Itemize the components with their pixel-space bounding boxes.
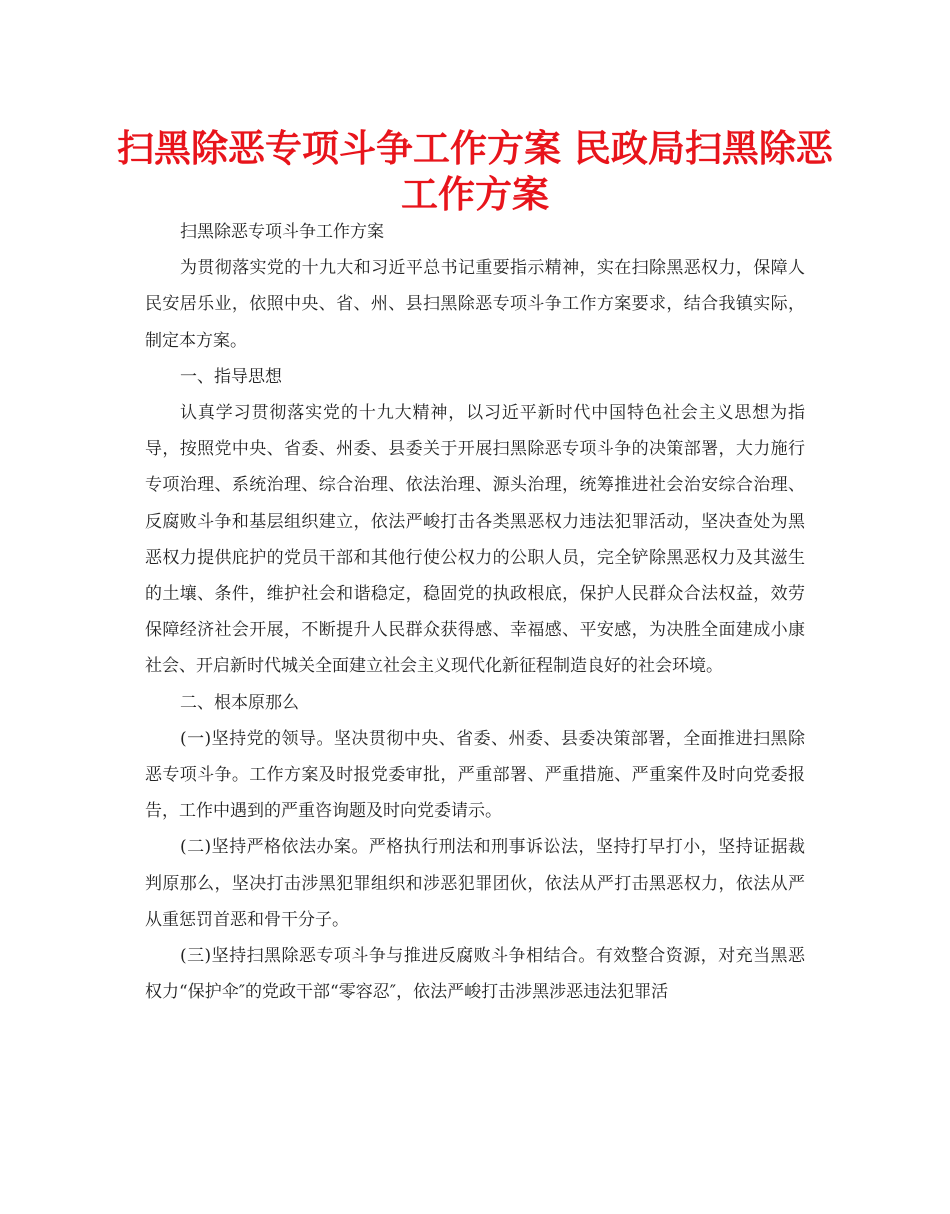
intro-paragraph: 为贯彻落实党的十九大和习近平总书记重要指示精神，实在扫除黑恶权力，保障人民安居乐业，依照中央、省、州、县扫黑除恶专项斗争工作方案要求，结合我镇实际，制定本方案。 [145, 258, 805, 351]
document-body [145, 214, 805, 1010]
document-title: 扫黑除恶专项斗争工作方案 民政局扫黑除恶工作方案 [117, 127, 833, 216]
guiding-thought-paragraph: 认真学习贯彻落实党的十九大精神，以习近平新时代中国特色社会主义思想为指导，按照党中央、省委、州委、县委关于开展扫黑除恶专项斗争的决策部署，大力施行专项治理、系统治理、综合治理、依法治理、源头治理，统筹推进社会治安综合治理、反腐败斗争和基层组织建立，依法严峻打击各类黑恶权力违法犯罪活动，坚决查处为黑恶权力提供庇护的党员干部和其他行使公权力的公职人员，完全铲除黑恶权力及其滋生的土壤、条件，维护社会和谐稳定，稳固党的执政根底，保护人民群众合法权益，效劳保障经济社会开展，不断提升人民群众获得感、幸福感、平安感，为决胜全面建成小康社会、开启新时代城关全面建立社会主义现代化新征程制造良好的社会环境。 [145, 403, 805, 677]
principle-paragraph-1: (一)坚持党的领导。坚决贯彻中央、省委、州委、县委决策部署，全面推进扫黑除恶专项斗争。工作方案及时报党委审批，严重部署、严重措施、严重案件及时向党委报告，工作中遇到的严重咨询题及时向党委请示。 [145, 728, 805, 822]
principle-paragraph-2: (二)坚持严格依法办案。严格执行刑法和刑事诉讼法，坚持打早打小，坚持证据裁判原那么，坚决打击涉黑犯罪组织和涉恶犯罪团伙，依法从严打击黑恶权力，依法从严从重惩罚首恶和骨干分子。 [145, 837, 805, 930]
subtitle-paragraph: 扫黑除恶专项斗争工作方案 [180, 222, 384, 242]
section-heading-basic-principles: 二、根本原那么 [180, 692, 299, 713]
section-heading-guiding-thought: 一、指导思想 [180, 366, 282, 387]
principle-paragraph-3: (三)坚持扫黑除恶专项斗争与推进反腐败斗争相结合。有效整合资源，对充当黑恶权力“保护伞″的党政干部“零容忍″，依法严峻打击涉黑涉恶违法犯罪活 [145, 946, 805, 1003]
